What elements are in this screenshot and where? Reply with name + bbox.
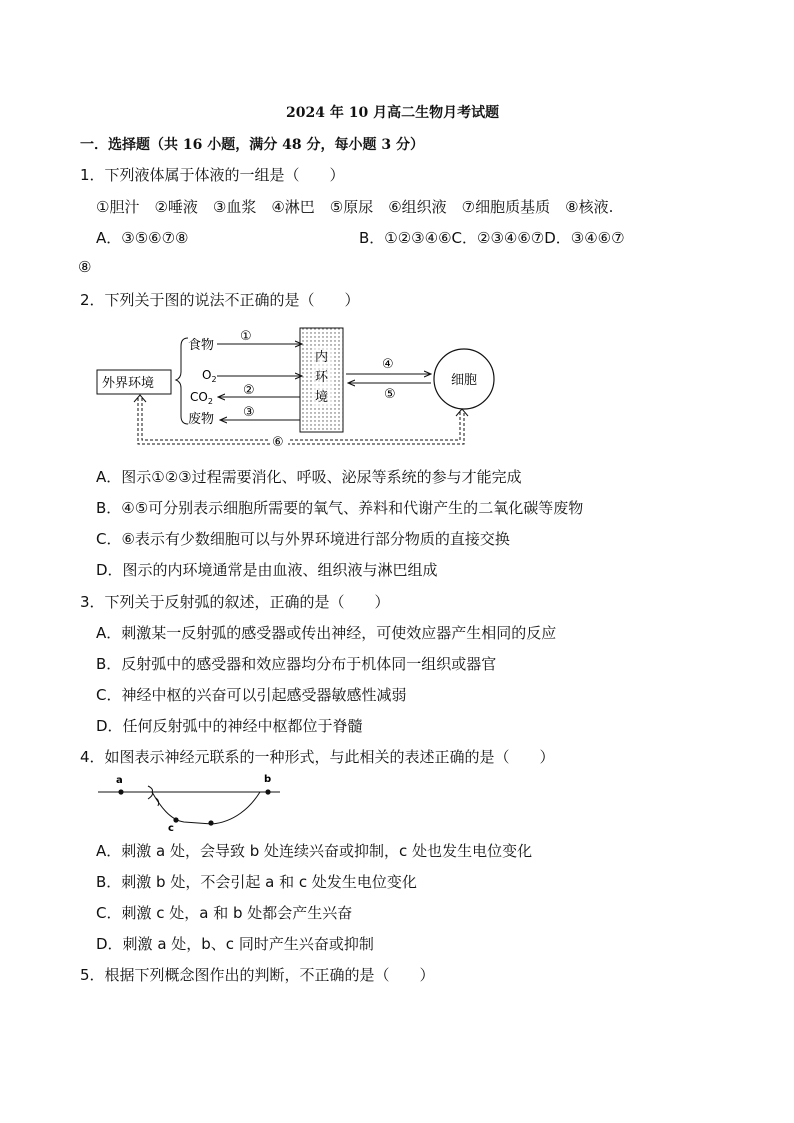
question-1-option-a: A．③⑤⑥⑦⑧ [96, 229, 189, 247]
question-2-stem: 2．下列关于图的说法不正确的是（ ） [80, 291, 360, 309]
question-5-stem: 5．根据下列概念图作出的判断，不正确的是（ ） [80, 966, 435, 984]
number-3: ③ [243, 405, 255, 420]
page-title: 2024 年 10 月高二生物月考试题 [286, 105, 500, 121]
internal-char-3: 境 [315, 390, 329, 405]
number-5: ⑤ [384, 387, 396, 402]
number-4: ④ [382, 357, 394, 372]
number-1: ① [240, 329, 252, 344]
question-4-stem: 4．如图表示神经元联系的一种形式，与此相关的表述正确的是（ ） [80, 748, 555, 766]
internal-char-1: 内 [315, 350, 329, 365]
label-a: a [116, 775, 123, 786]
co2-label: $CO_2$ [190, 390, 213, 406]
internal-environment-diagram [90, 320, 510, 452]
question-3-option-b: B．反射弧中的感受器和效应器均分布于机体同一组织或器官 [96, 655, 497, 673]
section-heading: 一．选择题（共 16 小题，满分 48 分，每小题 3 分） [80, 137, 424, 153]
point-d [208, 820, 213, 825]
label-b: b [264, 774, 272, 785]
number-6: ⑥ [272, 435, 284, 450]
question-4-option-a: A．刺激 a 处，会导致 b 处连续兴奋或抑制，c 处也发生电位变化 [96, 842, 533, 860]
question-4-option-d: D．刺激 a 处，b、c 同时产生兴奋或抑制 [96, 935, 374, 953]
question-3-stem: 3．下列关于反射弧的叙述，正确的是（ ） [80, 593, 390, 611]
question-4-option-c: C．刺激 c 处，a 和 b 处都会产生兴奋 [96, 904, 353, 922]
cell-label: 细胞 [451, 373, 478, 388]
internal-char-2: 环 [315, 370, 329, 385]
neuron-connection-diagram [94, 770, 284, 832]
question-2-option-c: C．⑥表示有少数细胞可以与外界环境进行部分物质的直接交换 [96, 530, 510, 548]
point-b [265, 789, 270, 794]
point-c [173, 817, 178, 822]
question-3-option-c: C．神经中枢的兴奋可以引起感受器敏感性减弱 [96, 686, 407, 704]
number-2: ② [243, 383, 255, 398]
point-a [118, 789, 123, 794]
question-2-option-a: A．图示①②③过程需要消化、呼吸、泌尿等系统的参与才能完成 [96, 468, 522, 486]
question-3-option-a: A．刺激某一反射弧的感受器或传出神经，可使效应器产生相同的反应 [96, 624, 557, 642]
question-1-option-bcd: B．①②③④⑥C．②③④⑥⑦D．③④⑥⑦ [359, 229, 625, 247]
question-4-option-b: B．刺激 b 处，不会引起 a 和 c 处发生电位变化 [96, 873, 417, 891]
brace [176, 338, 188, 424]
o2-label: $O_2$ [202, 368, 217, 384]
question-3-option-d: D．任何反射弧中的神经中枢都位于脊髓 [96, 717, 363, 735]
question-1-stem: 1．下列液体属于体液的一组是（ ） [80, 166, 345, 184]
question-2-option-d: D．图示的内环境通常是由血液、组织液与淋巴组成 [96, 561, 438, 579]
question-2-option-b: B．④⑤可分别表示细胞所需要的氧气、养料和代谢产生的二氧化碳等废物 [96, 499, 584, 517]
branch-loop [152, 792, 260, 824]
external-environment-label: 外界环境 [102, 376, 155, 391]
question-1-option-wrap: ⑧ [78, 258, 92, 276]
label-c: c [168, 823, 174, 832]
waste-label: 废物 [188, 412, 215, 427]
food-label: 食物 [188, 338, 215, 353]
question-1-items: ①胆汁 ②唾液 ③血浆 ④淋巴 ⑤原尿 ⑥组织液 ⑦细胞质基质 ⑧核液. [96, 198, 614, 216]
